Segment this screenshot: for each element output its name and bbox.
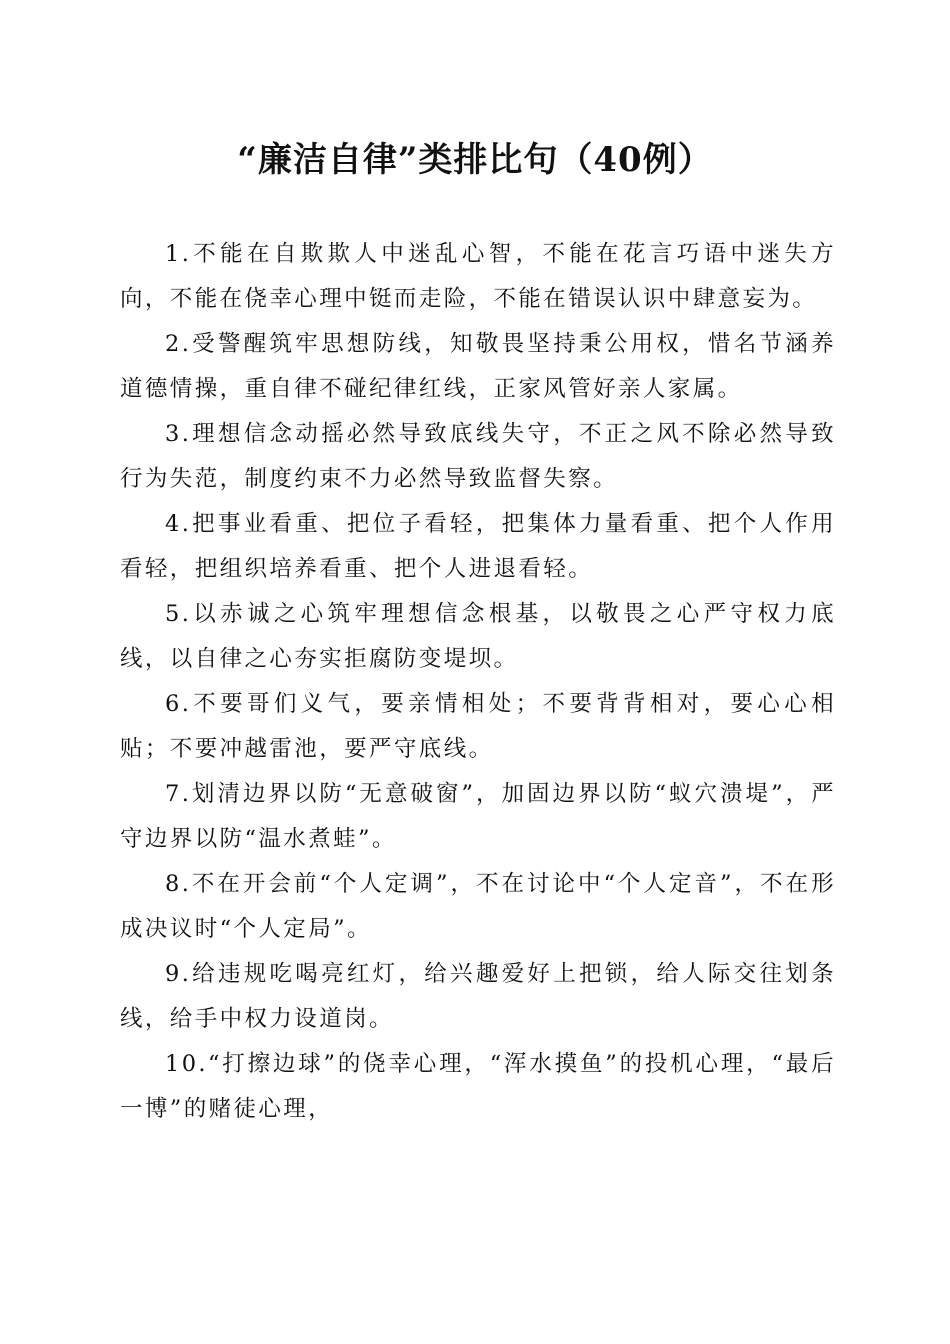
paragraph-4: 4.把事业看重、把位子看轻，把集体力量看重、把个人作用看轻，把组织培养看重、把个人进退看轻。 bbox=[120, 511, 836, 582]
paragraph-1: 1.不能在自欺欺人中迷乱心智，不能在花言巧语中迷失方向，不能在侥幸心理中铤而走险，不能在错误认识中肆意妄为。 bbox=[120, 241, 836, 312]
paragraph-8: 8.不在开会前“个人定调”，不在讨论中“个人定音”，不在形成决议时“个人定局”。 bbox=[120, 871, 836, 942]
paragraph-10: 10.“打擦边球”的侥幸心理，“浑水摸鱼”的投机心理，“最后一博”的赌徒心理， bbox=[120, 1051, 836, 1122]
paragraph-7: 7.划清边界以防“无意破窗”，加固边界以防“蚁穴溃堤”，严守边界以防“温水煮蛙”。 bbox=[120, 781, 836, 852]
paragraph-9: 9.给违规吃喝亮红灯，给兴趣爱好上把锁，给人际交往划条线，给手中权力设道岗。 bbox=[120, 961, 836, 1032]
paragraph-3: 3.理想信念动摇必然导致底线失守，不正之风不除必然导致行为失范，制度约束不力必然导致监督失察。 bbox=[120, 421, 836, 492]
paragraph-5: 5.以赤诚之心筑牢理想信念根基，以敬畏之心严守权力底线，以自律之心夯实拒腐防变堤坝。 bbox=[120, 601, 836, 672]
paragraph-6: 6.不要哥们义气，要亲情相处；不要背背相对，要心心相贴；不要冲越雷池，要严守底线。 bbox=[120, 691, 836, 762]
document-body bbox=[120, 232, 836, 1132]
document-title: “廉洁自律”类排比句（40例） bbox=[237, 140, 713, 180]
paragraph-2: 2.受警醒筑牢思想防线，知敬畏坚持秉公用权，惜名节涵养道德情操，重自律不碰纪律红线，正家风管好亲人家属。 bbox=[120, 331, 836, 402]
